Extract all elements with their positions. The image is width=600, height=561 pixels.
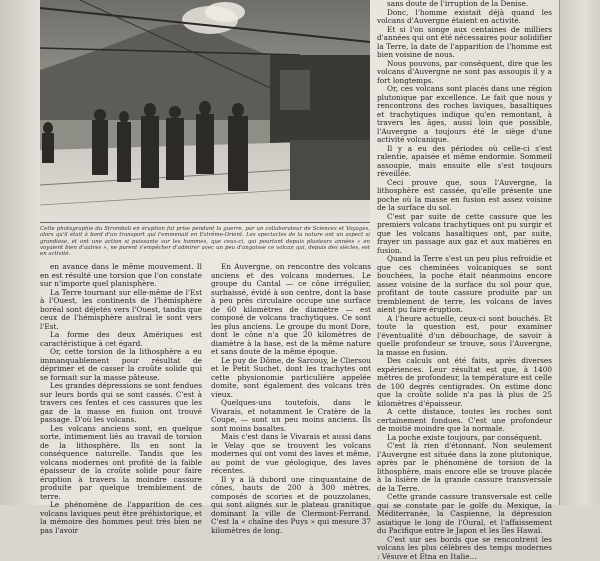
text-column-1 xyxy=(40,263,202,505)
binding-gutter xyxy=(0,0,40,505)
paragraph: Ceci prouve que, sous l'Auvergne, la lithosphère est cassée, qu'elle présente une poche où la masse en fusion est assez voisine de la surface du sol. xyxy=(377,179,552,213)
paragraph: La forme des deux Amériques est caractéristique à cet égard. xyxy=(40,331,202,348)
paragraph: Le phénomène de l'apparition de ces volcans laviques peut être préhistorique, et la mémoire des hommes peut très bien ne pas l'avoir xyxy=(40,501,202,535)
paragraph: Le puy de Dôme, de Sarcouy, le Cliersou et le Petit Suchet, dont les trachytes ont cette physionomie particulière appelée domite, sont également des volcans très vieux. xyxy=(211,357,371,400)
photo-caption: Cette photographie du Stromboli en éruption fut prise pendant la guerre, par un collaborateur de Sciences et Voyages, alors qu'il était à bord d'un transport qui l'emmenait en Extrême-Orient. Les spectacles de la nature ont un aspect si grandiose, et ont une action si puissante sur les hommes, que ceux-ci, qui pourtant depuis plusieurs années « en voyaient bien d'autres », ne purent s'empêcher d'admirer avec un peu d'angoisse ce volcan qui, depuis des siècles, est en activité. xyxy=(40,226,370,260)
paragraph: sans doute de l'irruption de la Denise. xyxy=(377,0,552,9)
ship-deck-illustration xyxy=(40,0,370,222)
paragraph: En Auvergne, on rencontre des volcans anciens et des volcans modernes. Le groupe du Cantal — ce cône irrégulier, surbaissé, évidé à son centre, dont la base à peu près circulaire occupe une surface de 60 kilomètres de diamètre — est composé de volcans trachytiques. Ce sont les plus anciens. Le groupe du mont Dore, dont le cône n'a que 20 kilomètres de diamètre à la base, est de la même nature et sans doute de la même époque. xyxy=(211,263,371,357)
text-column-2 xyxy=(211,263,371,505)
paragraph: Il y a là dubord une cinquantaine de cônes, hauts de 200 à 300 mètres, composés de scories et de pouzzolanes, qui sont alignés sur le plateau granitique dominant la ville de Clermont-Ferrand. C'est la « chaîne des Puys » qui mesure 37 kilomètres de long. xyxy=(211,476,371,536)
paragraph: Donc, l'homme existait déjà quand les volcans d'Auvergne étaient en activité. xyxy=(377,9,552,26)
paragraph: A cette distance, toutes les roches sont certainement fondues. C'est une profondeur de moitié moindre que la normale. xyxy=(377,408,552,434)
text-column-3 xyxy=(377,0,552,505)
stromboli-photo xyxy=(40,0,370,223)
paragraph: Or, cette torsion de la lithosphère a eu immanquablement pour résultat de déprimer et de casser la croûte solide qui se formait sur la masse pâteuse. xyxy=(40,348,202,382)
adjacent-page-margin xyxy=(560,0,600,505)
paragraph: Quand la Terre s'est un peu plus refroidie et que ces cheminées volcaniques se sont bouchées, la poche était néanmoins encore assez voisine de la surface du sol pour que, profitant de toute cassure produite par un tremblement de terre, les volcans de laves aient pu faire éruption. xyxy=(377,255,552,315)
paragraph: Nous pouvons, par conséquent, dire que les volcans d'Auvergne ne sont pas assoupis il y a fort longtemps. xyxy=(377,60,552,86)
paragraph: Mais c'est dans le Vivarais et aussi dans le Velay que se trouvent les volcans modernes qui ont vomi des laves et même, au point de vue géologique, des laves récentes. xyxy=(211,433,371,476)
paragraph: Des calculs ont été faits, après diverses expériences. Leur résultat est que, à 1400 mètres de profondeur, la température est celle de 100 degrés centigrades. On estime donc que la croûte solide n'a pas là plus de 25 kilomètres d'épaisseur. xyxy=(377,357,552,408)
paragraph: La Terre tournant sur elle-même de l'Est à l'Ouest, les continents de l'hémisphère boréal sont déjetés vers l'Ouest, tandis que ceux de l'hémisphère austral le sont vers l'Est. xyxy=(40,289,202,332)
paragraph: Les grandes dépressions se sont fendues sur leurs bords qui se sont cassés. C'est à travers ces fentes et ces cassures que les gaz de la masse en fusion ont trouvé passage. D'où les volcans. xyxy=(40,382,202,425)
paragraph: A l'heure actuelle, ceux-ci sont bouchés. Et toute la question est, pour examiner l'éventualité d'un débouchage, de savoir à quelle profondeur se trouve, sous l'Auvergne, la masse en fusion. xyxy=(377,315,552,358)
paragraph: Il y a eu des périodes où celle-ci s'est ralentie, apaisée et même endormie. Sommeil assoupie, mais ensuite elle s'est toujours réveillée. xyxy=(377,145,552,179)
paragraph: Cette grande cassure transversale est celle qui se constate par le golfe du Mexique, la Méditerranée, la Caspienne, la dépression asiatique le long de l'Oural, et l'affaissement du Pacifique entre le Japon et les îles Hawaï. xyxy=(377,493,552,536)
paragraph: C'est par suite de cette cassure que les premiers volcans trachytiques ont pu surgir et que les volcans basaltiques ont, par suite, frayer un passage aux gaz et aux matières en fusion. xyxy=(377,213,552,256)
paragraph: Et si l'on songe aux centaines de milliers d'années qui ont été nécessaires pour solidifier la Terre, la date de l'apparition de l'homme est bien voisine de nous. xyxy=(377,26,552,60)
paragraph: C'est là rien d'étonnant. Non seulement l'Auvergne est située dans la zone plutonique, après par le phénomène de torsion de la lithosphère, mais encore elle se trouve placée à la lisière de la grande cassure transversale de la Terre. xyxy=(377,442,552,493)
paragraph: Les volcans anciens sont, en quelque sorte, intimement liés au travail de torsion de la lithosphère. Ils en sont la conséquence naturelle. Tandis que les volcans modernes ont profité de la faible épaisseur de la croûte solide pour faire éruption à travers la moindre cassure produite par quelque tremblement de terre. xyxy=(40,425,202,502)
paragraph: Or, ces volcans sont placés dans une région plutonique par excellence. Le fait que nous y rencontrons des roches laviques, basaltiques et trachytiques indique qu'en remontant, à travers les âges, aussi loin que possible, l'Auvergne a toujours été le siège d'une activité volcanique. xyxy=(377,85,552,145)
paragraph: Quelques-uns toutefois, dans le Vivarais, et notamment le Cratère de la Coupe, — sont un peu moins anciens. Ils sont moins basaltes. xyxy=(211,399,371,433)
paragraph: C'est sur ses bords que se rencontrent les volcans les plus célèbres des temps modernes : Vésuve et Etna en Italie... xyxy=(377,536,552,561)
paragraph: en avance dans le même mouvement. Il en est résulté une torsion que l'on constate sur n'importe quel planisphère. xyxy=(40,263,202,289)
paragraph: La poche existe toujours, par conséquent. xyxy=(377,434,552,443)
